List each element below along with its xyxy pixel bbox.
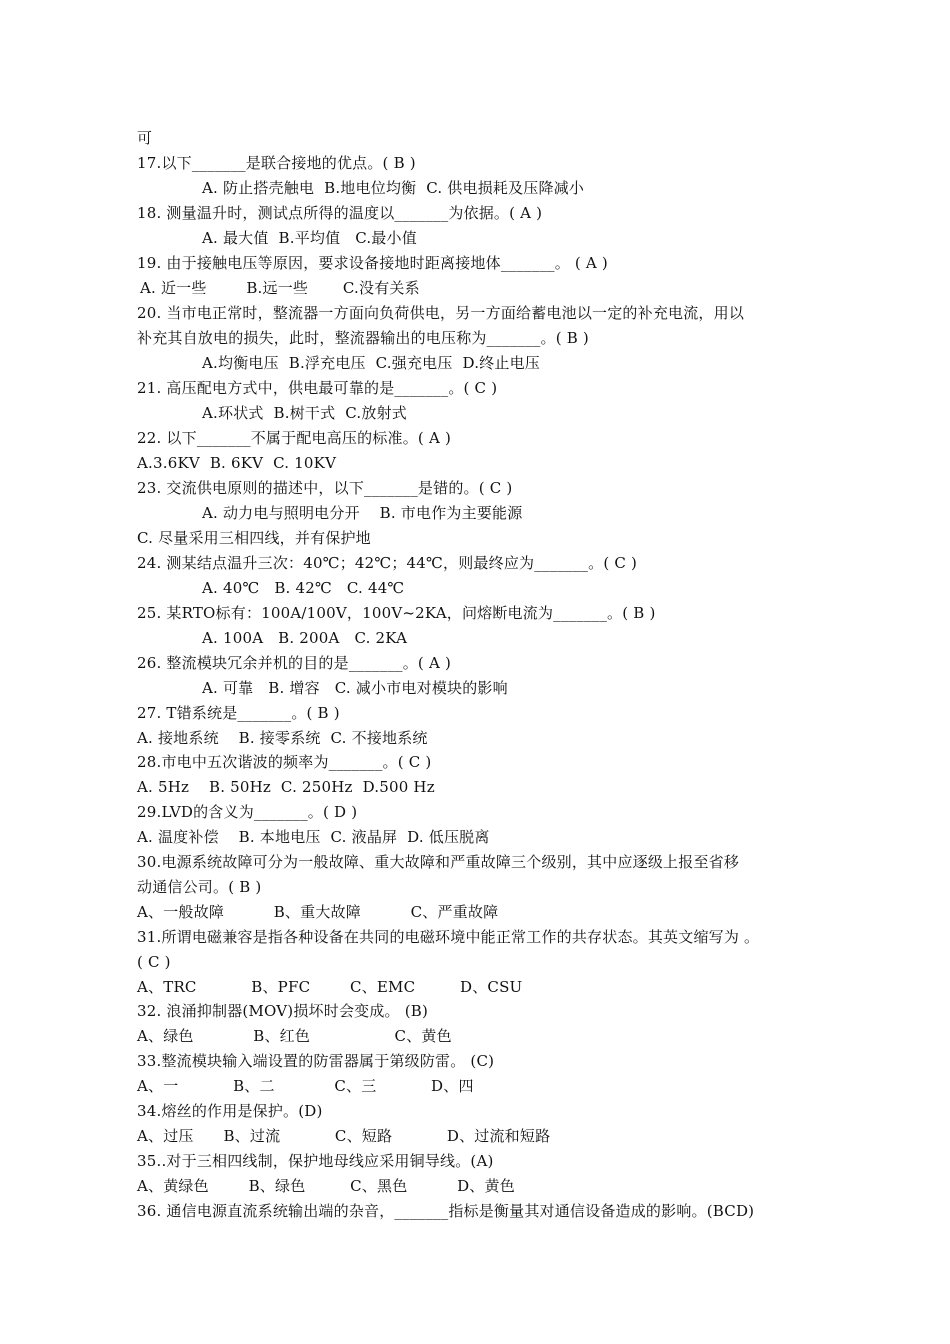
text-line: A. 近一些 B.远一些 C.没有关系 bbox=[140, 279, 420, 297]
text-line: A、TRC B、PFC C、EMC D、CSU bbox=[137, 978, 523, 996]
text-line: 31.所谓电磁兼容是指各种设备在共同的电磁环境中能正常工作的共存状态。其英文缩写为 。 bbox=[137, 928, 760, 946]
text-line: A. 接地系统 B. 接零系统 C. 不接地系统 bbox=[137, 729, 428, 747]
text-line: A、黄绿色 B、绿色 C、黑色 D、黄色 bbox=[137, 1177, 515, 1195]
text-line: A. 5Hz B. 50Hz C. 250Hz D.500 Hz bbox=[137, 778, 435, 796]
text-line: A、一 B、二 C、三 D、四 bbox=[137, 1077, 474, 1095]
text-line: 29.LVD的含义为_______。( D ) bbox=[137, 803, 358, 821]
text-line: A. 最大值 B.平均值 C.最小值 bbox=[202, 229, 417, 247]
text-line: C. 尽量采用三相四线，并有保护地 bbox=[137, 529, 371, 547]
text-line: 17.以下_______是联合接地的优点。( B ) bbox=[137, 154, 416, 172]
text-line: 动通信公司。( B ) bbox=[137, 878, 262, 896]
text-line: 36. 通信电源直流系统输出端的杂音，_______指标是衡量其对通信设备造成的影响。(BCD) bbox=[137, 1202, 755, 1220]
text-line: 35..对于三相四线制，保护地母线应采用铜导线。(A) bbox=[137, 1152, 494, 1170]
text-line: 25. 某RTO标有：100A/100V，100V~2KA，问熔断电流为_______。( B ) bbox=[137, 604, 656, 622]
text-line: 21. 高压配电方式中，供电最可靠的是_______。( C ) bbox=[137, 379, 498, 397]
text-line: A.3.6KV B. 6KV C. 10KV bbox=[137, 454, 337, 472]
text-line: 23. 交流供电原则的描述中，以下_______是错的。( C ) bbox=[137, 479, 513, 497]
text-line: A. 防止搭壳触电 B.地电位均衡 C. 供电损耗及压降减小 bbox=[202, 179, 585, 197]
text-line: 26. 整流模块冗余并机的目的是_______。( A ) bbox=[137, 654, 451, 672]
text-line: A、过压 B、过流 C、短路 D、过流和短路 bbox=[137, 1127, 551, 1145]
text-line: A.环状式 B.树干式 C.放射式 bbox=[202, 404, 407, 422]
text-line: 20. 当市电正常时，整流器一方面向负荷供电，另一方面给蓄电池以一定的补充电流，用以 bbox=[137, 304, 745, 322]
text-line: 可 bbox=[137, 129, 153, 147]
text-line: A.均衡电压 B.浮充电压 C.强充电压 D.终止电压 bbox=[202, 354, 540, 372]
text-line: 32. 浪涌抑制器(MOV)损坏时会变成。 (B) bbox=[137, 1002, 429, 1020]
text-line: A. 温度补偿 B. 本地电压 C. 液晶屏 D. 低压脱离 bbox=[137, 828, 490, 846]
text-line: 18. 测量温升时，测试点所得的温度以_______为依据。( A ) bbox=[137, 204, 543, 222]
text-line: A. 可靠 B. 增容 C. 减小市电对模块的影响 bbox=[202, 679, 508, 697]
text-line: 补充其自放电的损失，此时，整流器输出的电压称为_______。( B ) bbox=[137, 329, 589, 347]
text-line: A、绿色 B、红色 C、黄色 bbox=[137, 1027, 452, 1045]
text-line: 22. 以下_______不属于配电高压的标准。( A ) bbox=[137, 429, 451, 447]
text-line: 33.整流模块输入端设置的防雷器属于第级防雷。 (C) bbox=[137, 1052, 495, 1070]
text-line: A. 40℃ B. 42℃ C. 44℃ bbox=[202, 579, 405, 597]
text-line: 27. T错系统是_______。( B ) bbox=[137, 704, 340, 722]
text-line: 30.电源系统故障可分为一般故障、重大故障和严重故障三个级别，其中应逐级上报至省移 bbox=[137, 853, 740, 871]
text-line: A、一般故障 B、重大故障 C、严重故障 bbox=[137, 903, 499, 921]
text-line: A. 100A B. 200A C. 2KA bbox=[202, 629, 408, 647]
text-line: 24. 测某结点温升三次：40℃；42℃；44℃，则最终应为_______。( C ) bbox=[137, 554, 638, 572]
text-line: 19. 由于接触电压等原因，要求设备接地时距离接地体_______。 ( A ) bbox=[137, 254, 608, 272]
text-line: ( C ) bbox=[137, 953, 171, 971]
text-line: A. 动力电与照明电分开 B. 市电作为主要能源 bbox=[202, 504, 523, 522]
text-line: 28.市电中五次谐波的频率为_______。( C ) bbox=[137, 753, 432, 771]
text-line: 34.熔丝的作用是保护。(D) bbox=[137, 1102, 323, 1120]
